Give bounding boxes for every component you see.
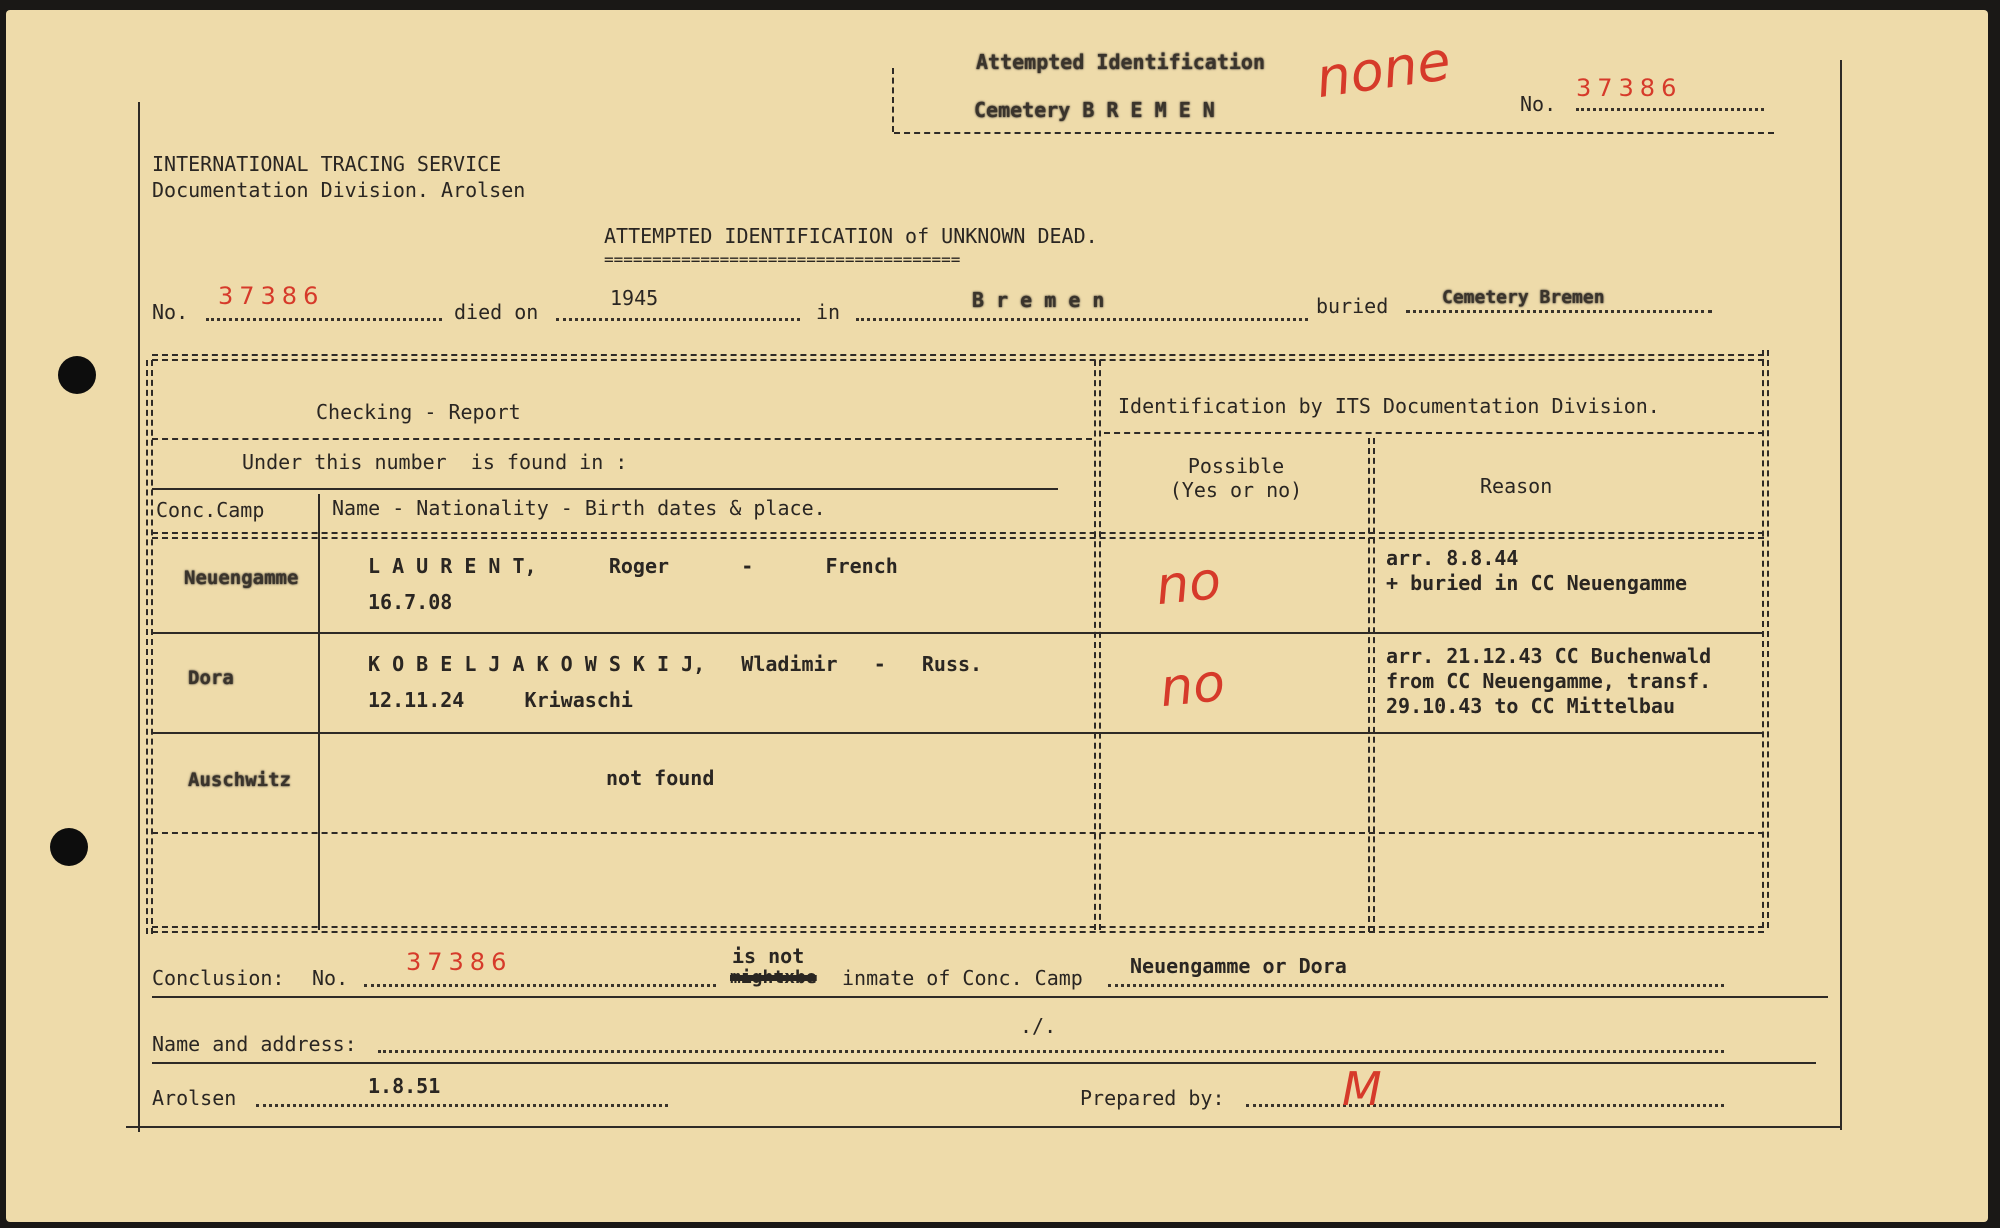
record-no-value: 37386 — [218, 282, 325, 310]
conclusion-inmate-text: inmate of Conc. Camp — [842, 966, 1083, 990]
header-no-label: No. — [1520, 92, 1557, 116]
column-header-rule — [152, 532, 1764, 539]
died-on-value: 1945 — [610, 286, 659, 310]
frame-right-line — [1840, 60, 1842, 1130]
row3-not-found: not found — [606, 766, 715, 790]
prepared-by-dots — [1246, 1104, 1724, 1107]
row2-reason-line2: from CC Neuengamme, transf. — [1386, 669, 1712, 693]
conclusion-no-dots — [364, 984, 716, 987]
table-left-border — [146, 360, 153, 934]
in-label: in — [816, 300, 841, 324]
table-bottom-border — [152, 926, 1764, 933]
row2-birthdate-place: 12.11.24 Kriwaschi — [368, 688, 633, 712]
row2-reason-line1: arr. 21.12.43 CC Buchenwald — [1386, 644, 1712, 668]
row2-name: K O B E L J A K O W S K I J, Wladimir - Russ. — [368, 652, 983, 676]
row1-possible: no — [1153, 550, 1224, 618]
in-value: B r e m e n — [972, 288, 1105, 312]
row1-rule — [152, 632, 1764, 634]
header-no-value: 37386 — [1576, 74, 1683, 102]
header-no-dots — [1576, 108, 1764, 111]
identification-header-rule — [1104, 432, 1764, 434]
died-on-dots — [556, 318, 800, 321]
table-reason-divider — [1368, 438, 1375, 932]
died-on-label: died on — [454, 300, 539, 324]
conclusion-struck-text: mightxbe — [730, 967, 817, 988]
org-division: Documentation Division. Arolsen — [152, 178, 526, 202]
arolsen-date-dots — [256, 1104, 668, 1107]
record-no-dots — [206, 318, 442, 321]
org-name: INTERNATIONAL TRACING SERVICE — [152, 152, 502, 176]
table-right-border — [1762, 350, 1769, 928]
conclusion-rule — [152, 996, 1828, 998]
conclusion-camps: Neuengamme or Dora — [1130, 954, 1347, 978]
row1-camp: Neuengamme — [184, 567, 299, 589]
title-underline: ===================================== — [604, 250, 961, 269]
record-no-label: No. — [152, 300, 189, 324]
name-address-dots — [378, 1050, 1724, 1053]
punch-hole-bottom — [50, 828, 88, 866]
conclusion-is-not: is not — [732, 944, 805, 968]
frame-left-line — [138, 102, 140, 1132]
checking-report-rule — [152, 438, 1092, 440]
row1-name: L A U R E N T, Roger - French — [368, 554, 898, 578]
stamp-attempted-identification: Attempted Identification — [976, 50, 1265, 74]
under-number-text: Under this number is found in : — [242, 450, 628, 474]
row2-reason-line3: 29.10.43 to CC Mittelbau — [1386, 694, 1675, 718]
handwritten-none: none — [1312, 28, 1455, 111]
col-possible-header: Possible — [1187, 454, 1285, 478]
table-middle-divider — [1094, 360, 1101, 930]
col-reason-header: Reason — [1480, 474, 1553, 498]
row3-rule — [152, 832, 1764, 834]
col-name-header: Name - Nationality - Birth dates & place. — [332, 496, 826, 520]
arolsen-label: Arolsen — [152, 1086, 237, 1110]
conclusion-camps-dots — [1108, 984, 1724, 987]
prepared-by-label: Prepared by: — [1080, 1086, 1225, 1110]
buried-label: buried — [1316, 294, 1389, 318]
identification-heading: Identification by ITS Documentation Division. — [1118, 394, 1660, 418]
slash-mark: ./. — [1020, 1014, 1057, 1038]
table-top-border — [152, 354, 1764, 361]
table-camp-divider — [318, 494, 320, 930]
conclusion-no-label: No. — [312, 966, 349, 990]
stamp-box-bottom — [894, 132, 1774, 134]
under-number-rule — [152, 488, 1058, 490]
row1-reason-line2: + buried in CC Neuengamme — [1386, 571, 1688, 595]
row1-reason-line1: arr. 8.8.44 — [1386, 546, 1519, 570]
name-address-rule — [152, 1062, 1816, 1064]
frame-bottom-line — [126, 1126, 1842, 1128]
col-possible-subheader: (Yes or no) — [1169, 478, 1303, 502]
punch-hole-top — [58, 356, 96, 394]
buried-dots — [1406, 310, 1712, 313]
col-camp-header: Conc.Camp — [156, 498, 265, 522]
checking-report-heading: Checking - Report — [316, 400, 521, 424]
name-address-label: Name and address: — [152, 1032, 357, 1056]
row2-camp: Dora — [188, 667, 234, 689]
conclusion-label: Conclusion: — [152, 966, 285, 990]
stamp-box-left — [892, 68, 894, 132]
row1-birthdate: 16.7.08 — [368, 590, 453, 614]
page-title: ATTEMPTED IDENTIFICATION of UNKNOWN DEAD. — [604, 224, 1098, 248]
row2-rule — [152, 732, 1764, 734]
document-card — [6, 10, 1988, 1222]
in-dots — [856, 318, 1308, 321]
conclusion-no-value: 37386 — [406, 948, 513, 976]
stamp-cemetery-bremen: Cemetery B R E M E N — [974, 98, 1215, 122]
arolsen-date: 1.8.51 — [368, 1074, 441, 1098]
row3-camp: Auschwitz — [188, 769, 291, 791]
prepared-by-initials: M — [1342, 1062, 1382, 1116]
buried-value: Cemetery Bremen — [1442, 287, 1605, 308]
row2-possible: no — [1157, 652, 1228, 720]
